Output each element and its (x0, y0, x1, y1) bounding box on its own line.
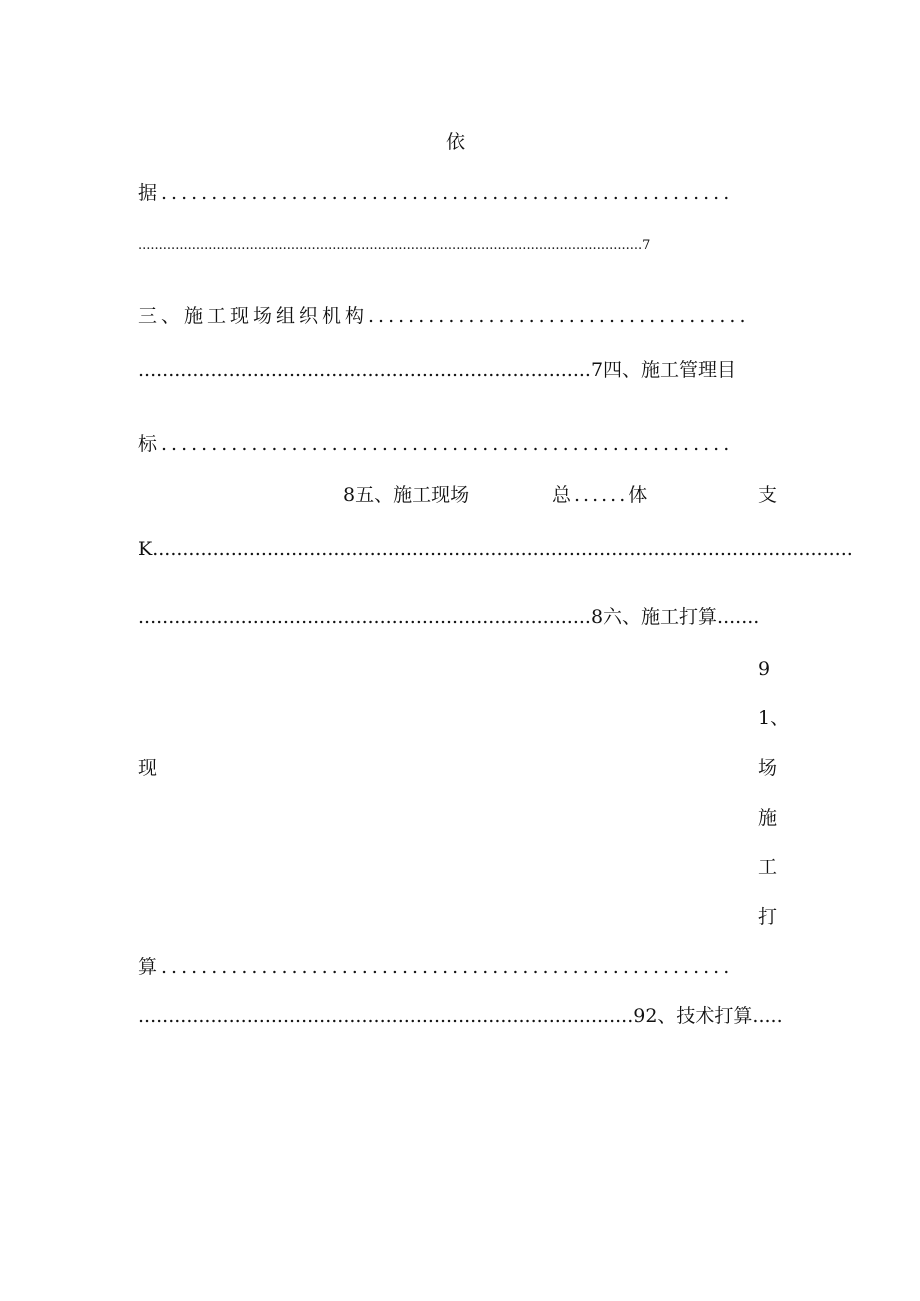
toc-vertical-6: 打 (758, 906, 778, 928)
toc-line-8: K.................................................................................................................... (138, 538, 853, 560)
toc-line-9: ...........................................................................8六、施工打算....... (138, 606, 760, 628)
toc-line-2: 据......................................................... (138, 182, 734, 204)
toc-line-5: ...........................................................................7四、施工管理目 (138, 359, 737, 381)
toc-line-3-text: ..........................................................................................................................7 (138, 238, 651, 253)
toc-line-7-b: 总......体 (552, 484, 651, 506)
toc-line-4: 三、施工现场组织机构...................................... (138, 305, 750, 327)
toc-vertical-1: 9 (758, 658, 771, 680)
toc-line-1: 依 (446, 131, 466, 153)
toc-vertical-3-right: 场 (758, 757, 778, 779)
toc-line-10: 算......................................................... (138, 956, 734, 978)
toc-vertical-4: 施 (758, 807, 778, 829)
toc-vertical-5: 工 (758, 856, 778, 878)
toc-line-3 (138, 234, 778, 258)
toc-line-11: ..................................................................................92、技术打算..... (138, 1005, 783, 1027)
toc-line-7-c: 支 (758, 484, 778, 506)
toc-line-6: 标......................................................... (138, 433, 734, 455)
toc-line-7-a: 8五、施工现场 (343, 484, 470, 506)
toc-vertical-3-left: 现 (138, 757, 158, 779)
toc-vertical-2: 1、 (758, 707, 790, 729)
